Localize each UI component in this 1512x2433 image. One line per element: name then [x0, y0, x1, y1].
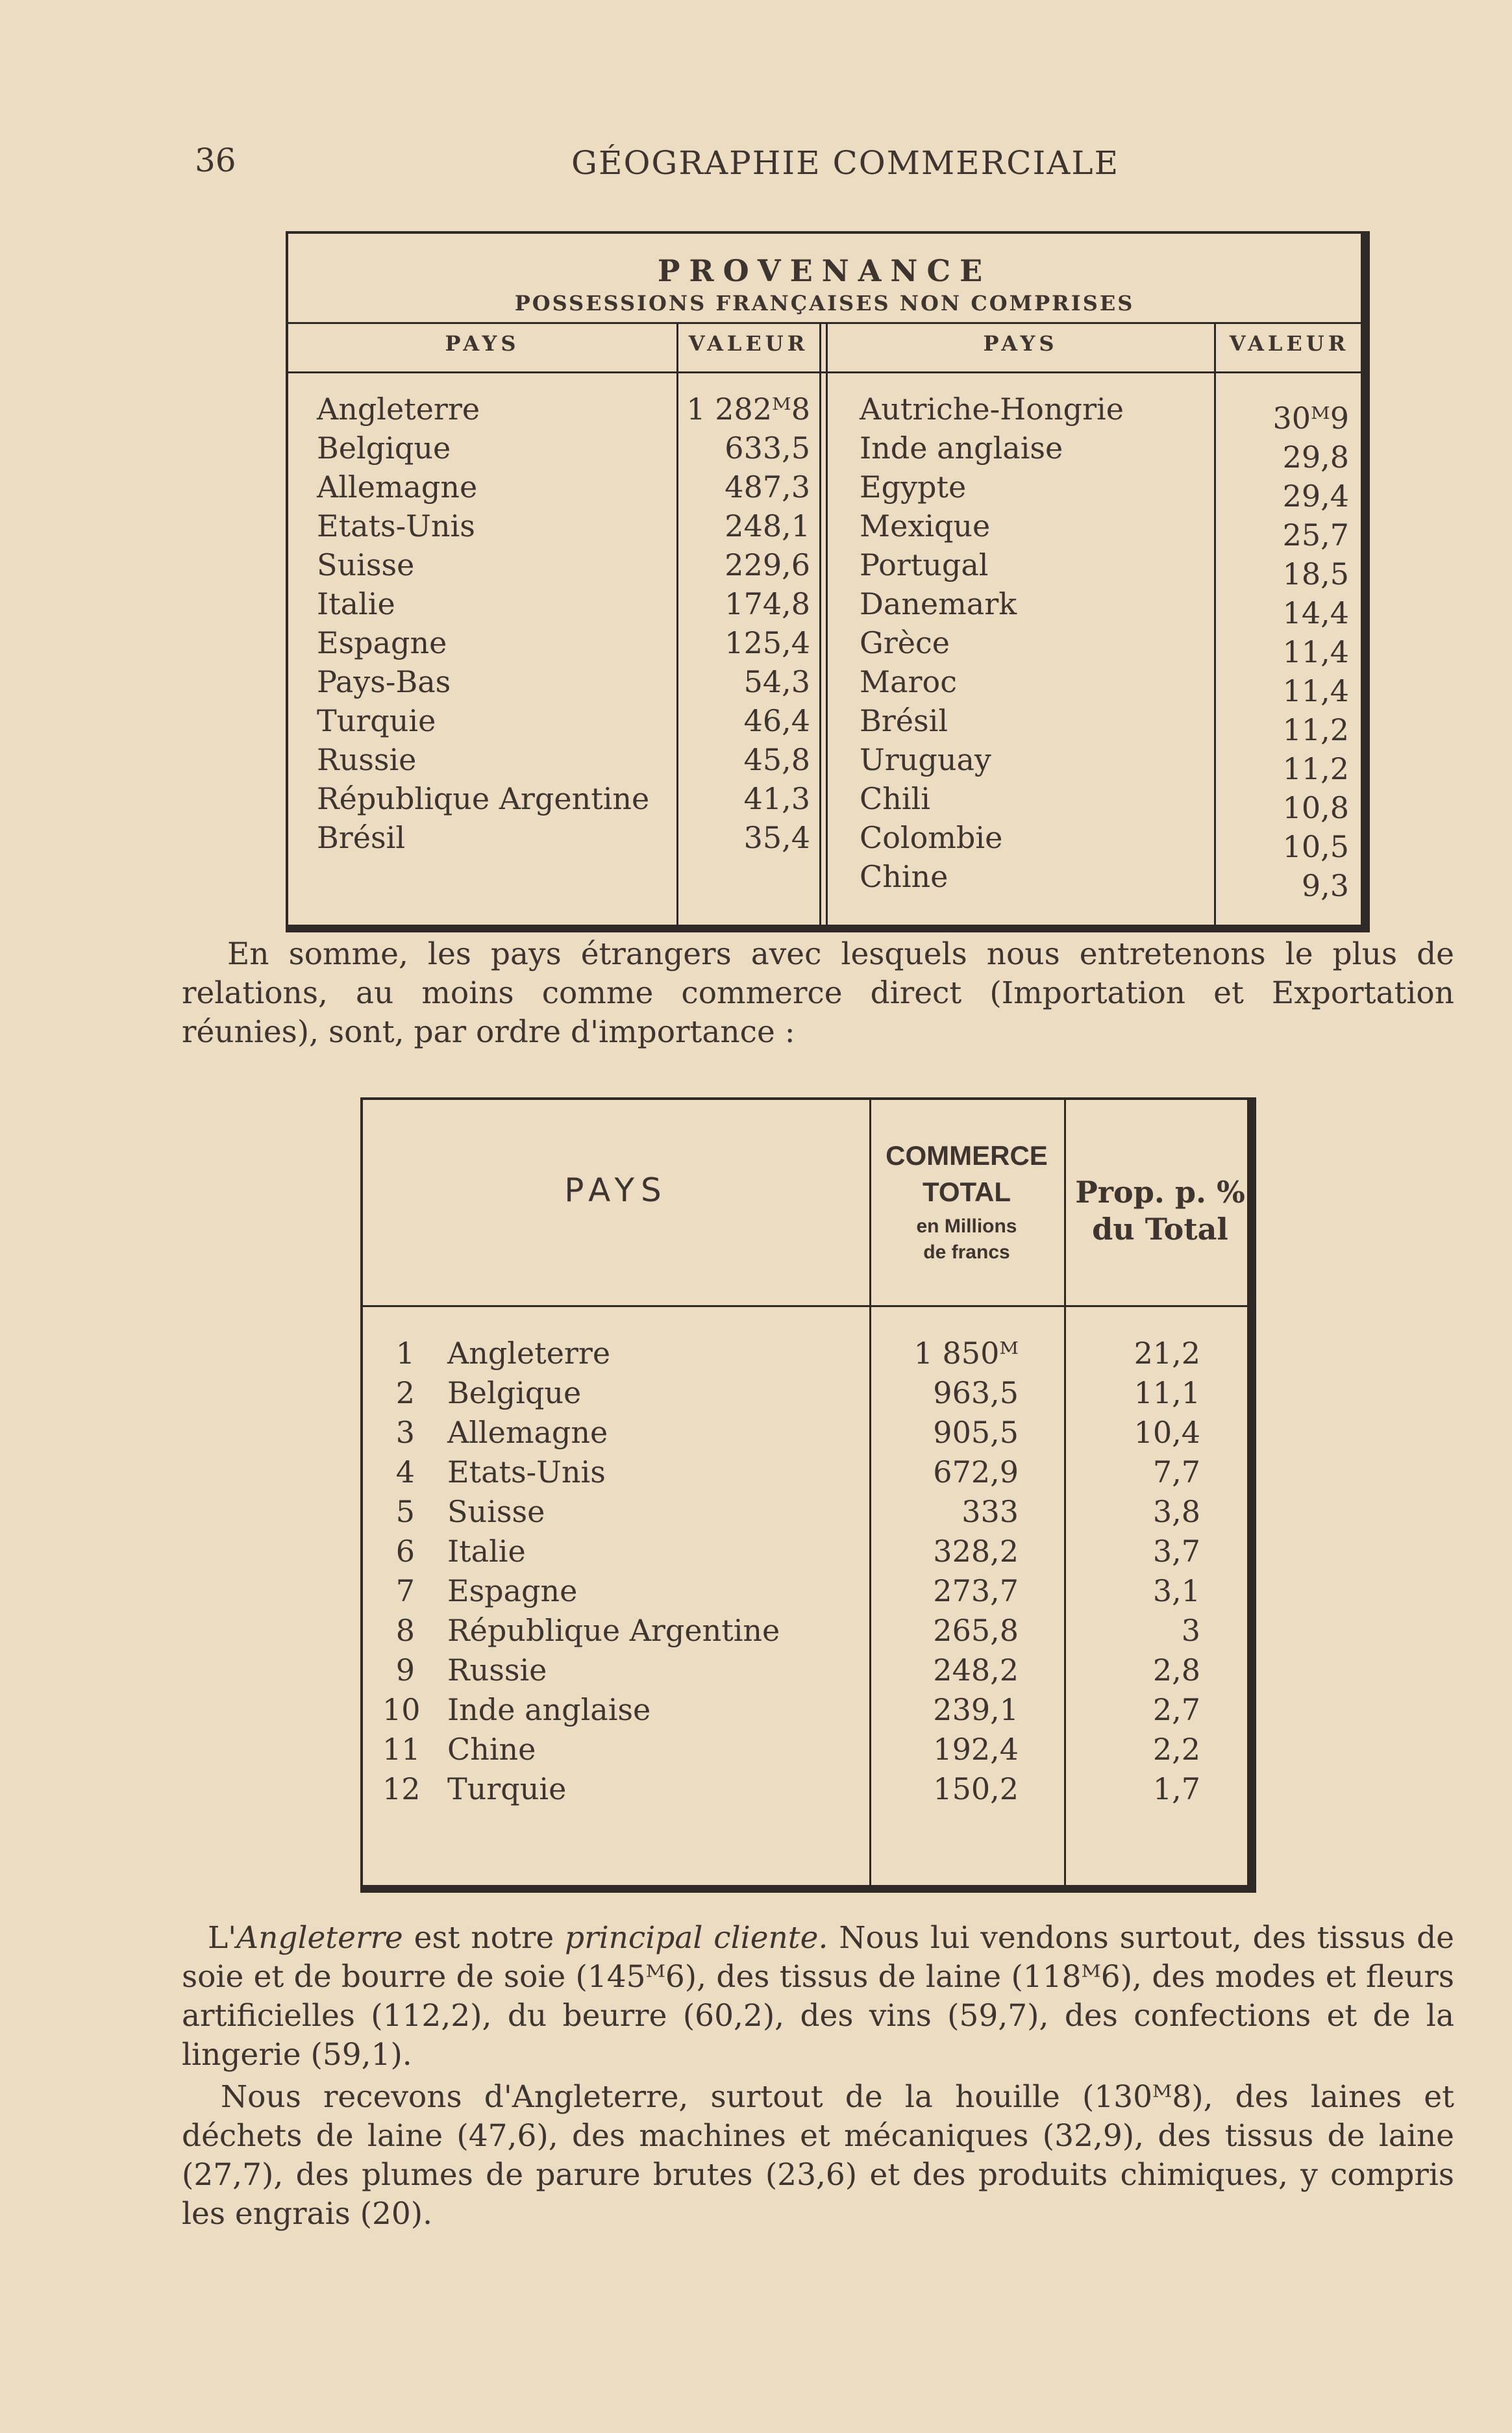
table-cell-prop: 2,8	[1152, 1653, 1200, 1688]
divider	[288, 322, 1361, 324]
text-italic: principal cliente.	[565, 1920, 828, 1956]
col-header-total: TOTAL	[922, 1177, 1011, 1207]
table-cell-pays: Colombie	[860, 820, 1003, 855]
table-cell-valeur: 248,1	[725, 508, 810, 543]
divider	[826, 322, 828, 925]
provenance-subtitle: POSSESSIONS FRANÇAISES NON COMPRISES	[514, 291, 1135, 316]
table-cell-valeur: 54,3	[743, 664, 810, 699]
table-cell-total: 1 850ᴹ	[913, 1336, 1019, 1371]
table-cell-prop: 3	[1181, 1613, 1200, 1648]
table-cell-pays: Brésil	[860, 703, 948, 738]
table-cell-pays: Danemark	[860, 586, 1017, 621]
table-cell-valeur: 10,8	[1282, 790, 1349, 825]
table-cell-valeur: 29,4	[1282, 479, 1349, 514]
table-cell-rank: 3	[395, 1415, 415, 1450]
table-cell-prop: 3,8	[1152, 1494, 1200, 1529]
table-cell-pays: Mexique	[860, 508, 991, 543]
table-cell-pays: Autriche-Hongrie	[860, 392, 1124, 427]
table-cell-total: 265,8	[933, 1613, 1019, 1648]
table-cell-pays: République Argentine	[317, 781, 650, 816]
table-cell-pays: Inde anglaise	[447, 1692, 651, 1727]
table-cell-rank: 10	[382, 1692, 421, 1727]
table-cell-prop: 10,4	[1134, 1415, 1200, 1450]
table-cell-total: 328,2	[933, 1534, 1019, 1569]
table-cell-pays: République Argentine	[447, 1613, 780, 1648]
page-number: 36	[195, 142, 236, 179]
divider	[676, 322, 678, 925]
table-cell-rank: 5	[395, 1494, 415, 1529]
table-cell-pays: Chili	[860, 781, 930, 816]
text-rest: Nous lui vendons surtout, des tissus de soie et de bourre de soie (145ᴹ6), des tissus de laine (118ᴹ6), des modes et fleurs artificielles (112,2), du beurre (60,2), des vins (59,7), des confections et de la lingerie (59,1).	[182, 1920, 1454, 2073]
table-cell-valeur: 35,4	[743, 820, 810, 855]
table-cell-rank: 2	[395, 1375, 415, 1410]
table-cell-pays: Russie	[447, 1653, 547, 1688]
table-cell-pays: Maroc	[860, 664, 957, 699]
table-cell-rank: 11	[382, 1732, 421, 1767]
table-cell-pays: Portugal	[860, 547, 989, 582]
table-cell-rank: 8	[395, 1613, 415, 1648]
table-cell-pays: Brésil	[317, 820, 406, 855]
table-cell-total: 905,5	[933, 1415, 1019, 1450]
table-cell-prop: 2,7	[1152, 1692, 1200, 1727]
table-cell-pays: Inde anglaise	[860, 430, 1063, 466]
table-cell-pays: Belgique	[317, 430, 451, 466]
table-cell-prop: 2,2	[1152, 1732, 1200, 1767]
table-cell-total: 963,5	[933, 1375, 1019, 1410]
table-cell-pays: Egypte	[860, 469, 967, 505]
table-cell-pays: Angleterre	[317, 392, 480, 427]
commerce-table	[360, 1097, 1256, 1893]
table-cell-valeur: 41,3	[743, 781, 810, 816]
col-header-pays: PAYS	[983, 331, 1058, 356]
table-cell-total: 333	[961, 1494, 1019, 1529]
col-header-pays: PAYS	[445, 331, 520, 356]
divider	[288, 371, 1361, 373]
table-cell-total: 150,2	[933, 1771, 1019, 1806]
table-cell-valeur: 11,4	[1282, 673, 1349, 708]
table-cell-rank: 4	[395, 1454, 415, 1490]
col-header-unit: de francs	[923, 1241, 1010, 1263]
table-cell-prop: 7,7	[1152, 1454, 1200, 1490]
table-cell-pays: Espagne	[447, 1573, 578, 1608]
table-cell-pays: Etats-Unis	[447, 1454, 606, 1490]
table-cell-total: 273,7	[933, 1573, 1019, 1608]
divider	[363, 1305, 1247, 1307]
table-cell-valeur: 45,8	[743, 742, 810, 777]
table-cell-total: 239,1	[933, 1692, 1019, 1727]
col-header-pays: PAYS	[564, 1171, 668, 1209]
table-cell-pays: Grèce	[860, 625, 950, 660]
text-lead: L'	[208, 1920, 237, 1956]
table-cell-rank: 9	[395, 1653, 415, 1688]
table-cell-pays: Italie	[317, 586, 395, 621]
table-cell-pays: Etats-Unis	[317, 508, 475, 543]
table-cell-pays: Suisse	[317, 547, 415, 582]
paragraph-angleterre-imports: Nous recevons d'Angleterre, surtout de la houille (130ᴹ8), des laines et déchets de laine (47,6), des machines et mécaniques (32,9), des tissus de laine (27,7), des plumes de parure brutes (23,6) et des produits chimiques, y compris les engrais (20).	[182, 2079, 1454, 2232]
col-header-prop: Prop. p. %	[1075, 1175, 1245, 1210]
table-cell-pays: Italie	[447, 1534, 526, 1569]
table-cell-valeur: 1 282ᴹ8	[686, 392, 810, 427]
running-head: GÉOGRAPHIE COMMERCIALE	[571, 144, 1120, 182]
paragraph-summary: En somme, les pays étrangers avec lesquels nous entretenons le plus de relations, au moins comme commerce direct (Importation et Exportation réunies), sont, par ordre d'importance :	[182, 936, 1454, 1050]
text-italic: Angleterre	[236, 1920, 403, 1956]
table-cell-rank: 12	[382, 1771, 421, 1806]
table-cell-total: 192,4	[933, 1732, 1019, 1767]
table-cell-valeur: 633,5	[725, 430, 810, 466]
table-cell-pays: Chine	[447, 1732, 536, 1767]
text-mid: est notre	[403, 1920, 565, 1956]
col-header-commerce: COMMERCE	[886, 1140, 1048, 1171]
table-cell-prop: 11,1	[1134, 1375, 1200, 1410]
provenance-table	[286, 231, 1370, 932]
table-cell-valeur: 9,3	[1301, 868, 1349, 903]
col-header-valeur: VALEUR	[688, 331, 809, 356]
table-cell-pays: Allemagne	[447, 1415, 608, 1450]
table-cell-prop: 3,7	[1152, 1534, 1200, 1569]
col-header-unit: en Millions	[916, 1216, 1017, 1237]
divider	[1214, 322, 1216, 925]
table-cell-total: 672,9	[933, 1454, 1019, 1490]
divider	[819, 322, 821, 925]
paragraph-angleterre-exports	[182, 1919, 1454, 2075]
table-cell-valeur: 229,6	[725, 547, 810, 582]
table-cell-pays: Turquie	[317, 703, 436, 738]
table-cell-valeur: 11,4	[1282, 634, 1349, 669]
table-cell-rank: 7	[395, 1573, 415, 1608]
provenance-title: PROVENANCE	[657, 253, 992, 288]
table-cell-pays: Chine	[860, 859, 948, 894]
table-cell-rank: 1	[395, 1336, 415, 1371]
table-cell-valeur: 18,5	[1282, 556, 1349, 592]
col-header-valeur: VALEUR	[1229, 331, 1350, 356]
table-cell-pays: Turquie	[447, 1771, 567, 1806]
table-cell-valeur: 14,4	[1282, 595, 1349, 630]
table-cell-valeur: 25,7	[1282, 518, 1349, 553]
table-cell-prop: 3,1	[1152, 1573, 1200, 1608]
table-cell-pays: Suisse	[447, 1494, 545, 1529]
table-cell-pays: Uruguay	[860, 742, 991, 777]
table-cell-valeur: 487,3	[725, 469, 810, 505]
table-cell-valeur: 10,5	[1282, 829, 1349, 864]
table-cell-valeur: 11,2	[1282, 751, 1349, 786]
table-cell-pays: Russie	[317, 742, 417, 777]
col-header-prop: du Total	[1092, 1212, 1228, 1247]
table-cell-total: 248,2	[933, 1653, 1019, 1688]
table-cell-valeur: 125,4	[725, 625, 810, 660]
table-cell-valeur: 46,4	[743, 703, 810, 738]
table-cell-rank: 6	[395, 1534, 415, 1569]
table-cell-pays: Belgique	[447, 1375, 582, 1410]
table-cell-valeur: 11,2	[1282, 712, 1349, 747]
table-cell-pays: Angleterre	[447, 1336, 611, 1371]
table-cell-valeur: 29,8	[1282, 440, 1349, 475]
table-cell-valeur: 30ᴹ9	[1272, 401, 1349, 436]
table-cell-pays: Allemagne	[317, 469, 478, 505]
table-cell-prop: 1,7	[1152, 1771, 1200, 1806]
table-cell-prop: 21,2	[1134, 1336, 1200, 1371]
table-cell-valeur: 174,8	[725, 586, 810, 621]
table-cell-pays: Pays-Bas	[317, 664, 451, 699]
table-cell-pays: Espagne	[317, 625, 447, 660]
